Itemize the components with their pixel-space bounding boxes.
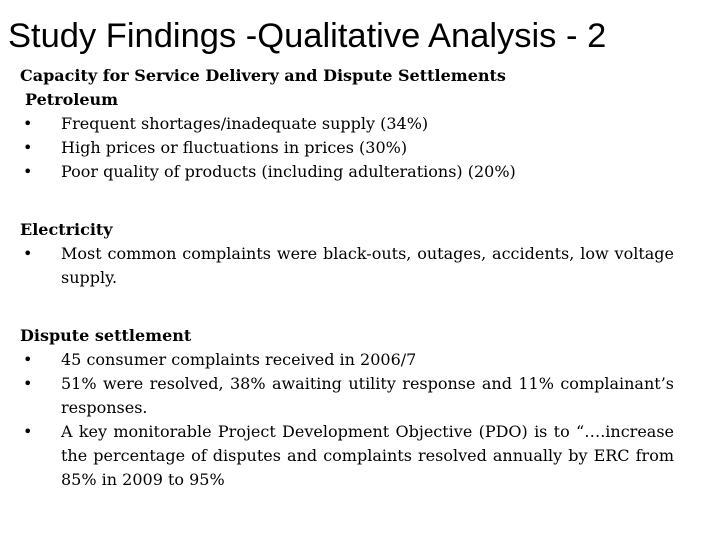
electricity-list	[20, 242, 674, 290]
bullet-icon: •	[23, 138, 33, 157]
spacer	[20, 184, 674, 218]
electricity-heading: Electricity	[20, 220, 113, 239]
spacer	[20, 290, 674, 324]
slide-title: Study Findings -Qualitative Analysis - 2	[8, 17, 607, 55]
dispute-heading: Dispute settlement	[20, 326, 192, 345]
list-item: • Most common complaints were black-outs, outages, accidents, low voltage supply.	[23, 244, 674, 287]
list-item: • Frequent shortages/inadequate supply (34%)	[20, 112, 674, 136]
bullet-icon: •	[23, 162, 33, 181]
capacity-heading: Capacity for Service Delivery and Dispute Settlements	[20, 66, 506, 85]
list-item: • High prices or fluctuations in prices (30%)	[20, 136, 674, 160]
bullet-icon: •	[23, 350, 33, 369]
bullet-icon: •	[23, 374, 33, 393]
list-item: • 51% were resolved, 38% awaiting utility response and 11% complainant’s responses.	[23, 374, 674, 417]
slide-content	[20, 64, 674, 492]
petroleum-heading: Petroleum	[25, 90, 119, 109]
bullet-icon: •	[23, 422, 33, 441]
bullet-icon: •	[23, 114, 33, 133]
list-item: • Poor quality of products (including adulterations) (20%)	[20, 160, 674, 184]
petroleum-list	[20, 112, 674, 184]
bullet-icon: •	[23, 244, 33, 263]
list-item: • 45 consumer complaints received in 2006/7	[20, 348, 674, 372]
list-item: • A key monitorable Project Development Objective (PDO) is to “….increase the percentage of disputes and complaints resolved annually by ERC from 85% in 2009 to 95%	[23, 422, 674, 489]
dispute-list	[20, 348, 674, 492]
